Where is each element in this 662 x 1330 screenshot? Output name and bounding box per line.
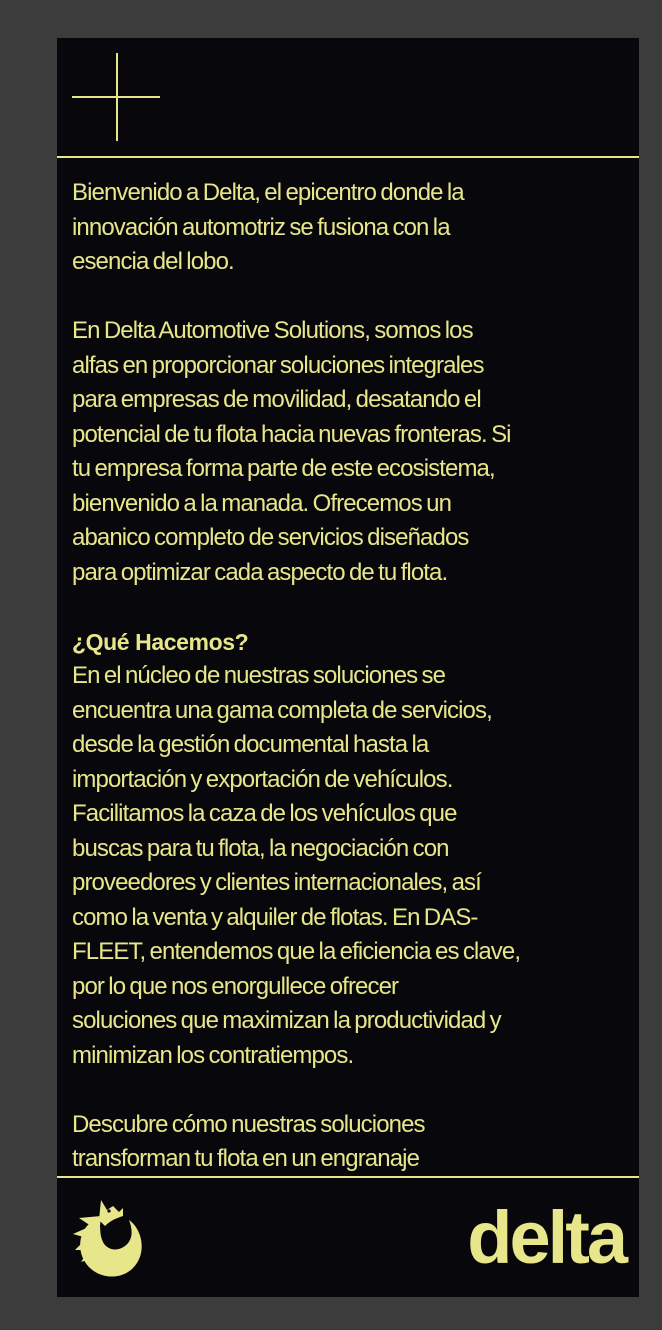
header xyxy=(57,38,639,156)
text-line: para optimizar cada aspecto de tu flota. xyxy=(72,558,448,586)
menu-toggle-button[interactable] xyxy=(72,53,160,141)
text-line: soluciones que maximizan la productividad y xyxy=(72,1007,501,1034)
what-we-do-paragraph xyxy=(72,659,632,1073)
footer xyxy=(57,1178,639,1297)
delta-wordmark[interactable]: delta xyxy=(467,1196,625,1279)
text-line: alfas en proporcionar soluciones integrales xyxy=(72,351,484,379)
text-line: buscas para tu flota, la negociación con xyxy=(72,834,449,862)
text-line: para empresas de movilidad, desatando el xyxy=(72,386,481,413)
text-line: minimizan los contratiempos. xyxy=(72,1041,354,1069)
text-line: abanico completo de servicios diseñados xyxy=(72,524,469,551)
text-line: innovación automotriz se fusiona con la xyxy=(72,213,450,241)
scrollable-content[interactable] xyxy=(72,158,632,1176)
text-line: Descubre cómo nuestras soluciones xyxy=(72,1110,425,1138)
text-line: Facilitamos la caza de los vehículos que xyxy=(72,800,457,827)
wolf-logo-icon[interactable] xyxy=(71,1196,145,1282)
text-line: transforman tu flota en un engranaje xyxy=(72,1145,420,1172)
text-line: como la venta y alquiler de flotas. En DAS- xyxy=(72,903,478,931)
text-line: importación y exportación de vehículos. xyxy=(72,765,453,793)
text-line: encuentra una gama completa de servicios, xyxy=(72,696,492,724)
text-line: En el núcleo de nuestras soluciones se xyxy=(72,662,446,689)
text-line: esencia del lobo. xyxy=(72,248,234,275)
text-line: bienvenido a la manada. Ofrecemos un xyxy=(72,489,452,517)
text-line: proveedores y clientes internacionales, así xyxy=(72,869,481,896)
text-line: desde la gestión documental hasta la xyxy=(72,731,429,758)
text-line: tu empresa forma parte de este ecosistema, xyxy=(72,455,495,482)
what-we-do-heading: ¿Qué Hacemos? xyxy=(72,628,249,655)
text-line: Bienvenido a Delta, el epicentro donde la xyxy=(72,179,464,206)
text-line: En Delta Automotive Solutions, somos los xyxy=(72,317,473,344)
text-line: FLEET, entendemos que la eficiencia es clave, xyxy=(72,938,521,965)
about-paragraph xyxy=(72,314,632,590)
cross-icon xyxy=(72,53,160,141)
intro-paragraph xyxy=(72,176,632,280)
discover-paragraph xyxy=(72,1108,632,1177)
text-line: por lo que nos enorgullece ofrecer xyxy=(72,972,399,1000)
text-line: potencial de tu flota hacia nuevas fronteras. Si xyxy=(72,420,511,448)
app-panel xyxy=(57,38,639,1297)
